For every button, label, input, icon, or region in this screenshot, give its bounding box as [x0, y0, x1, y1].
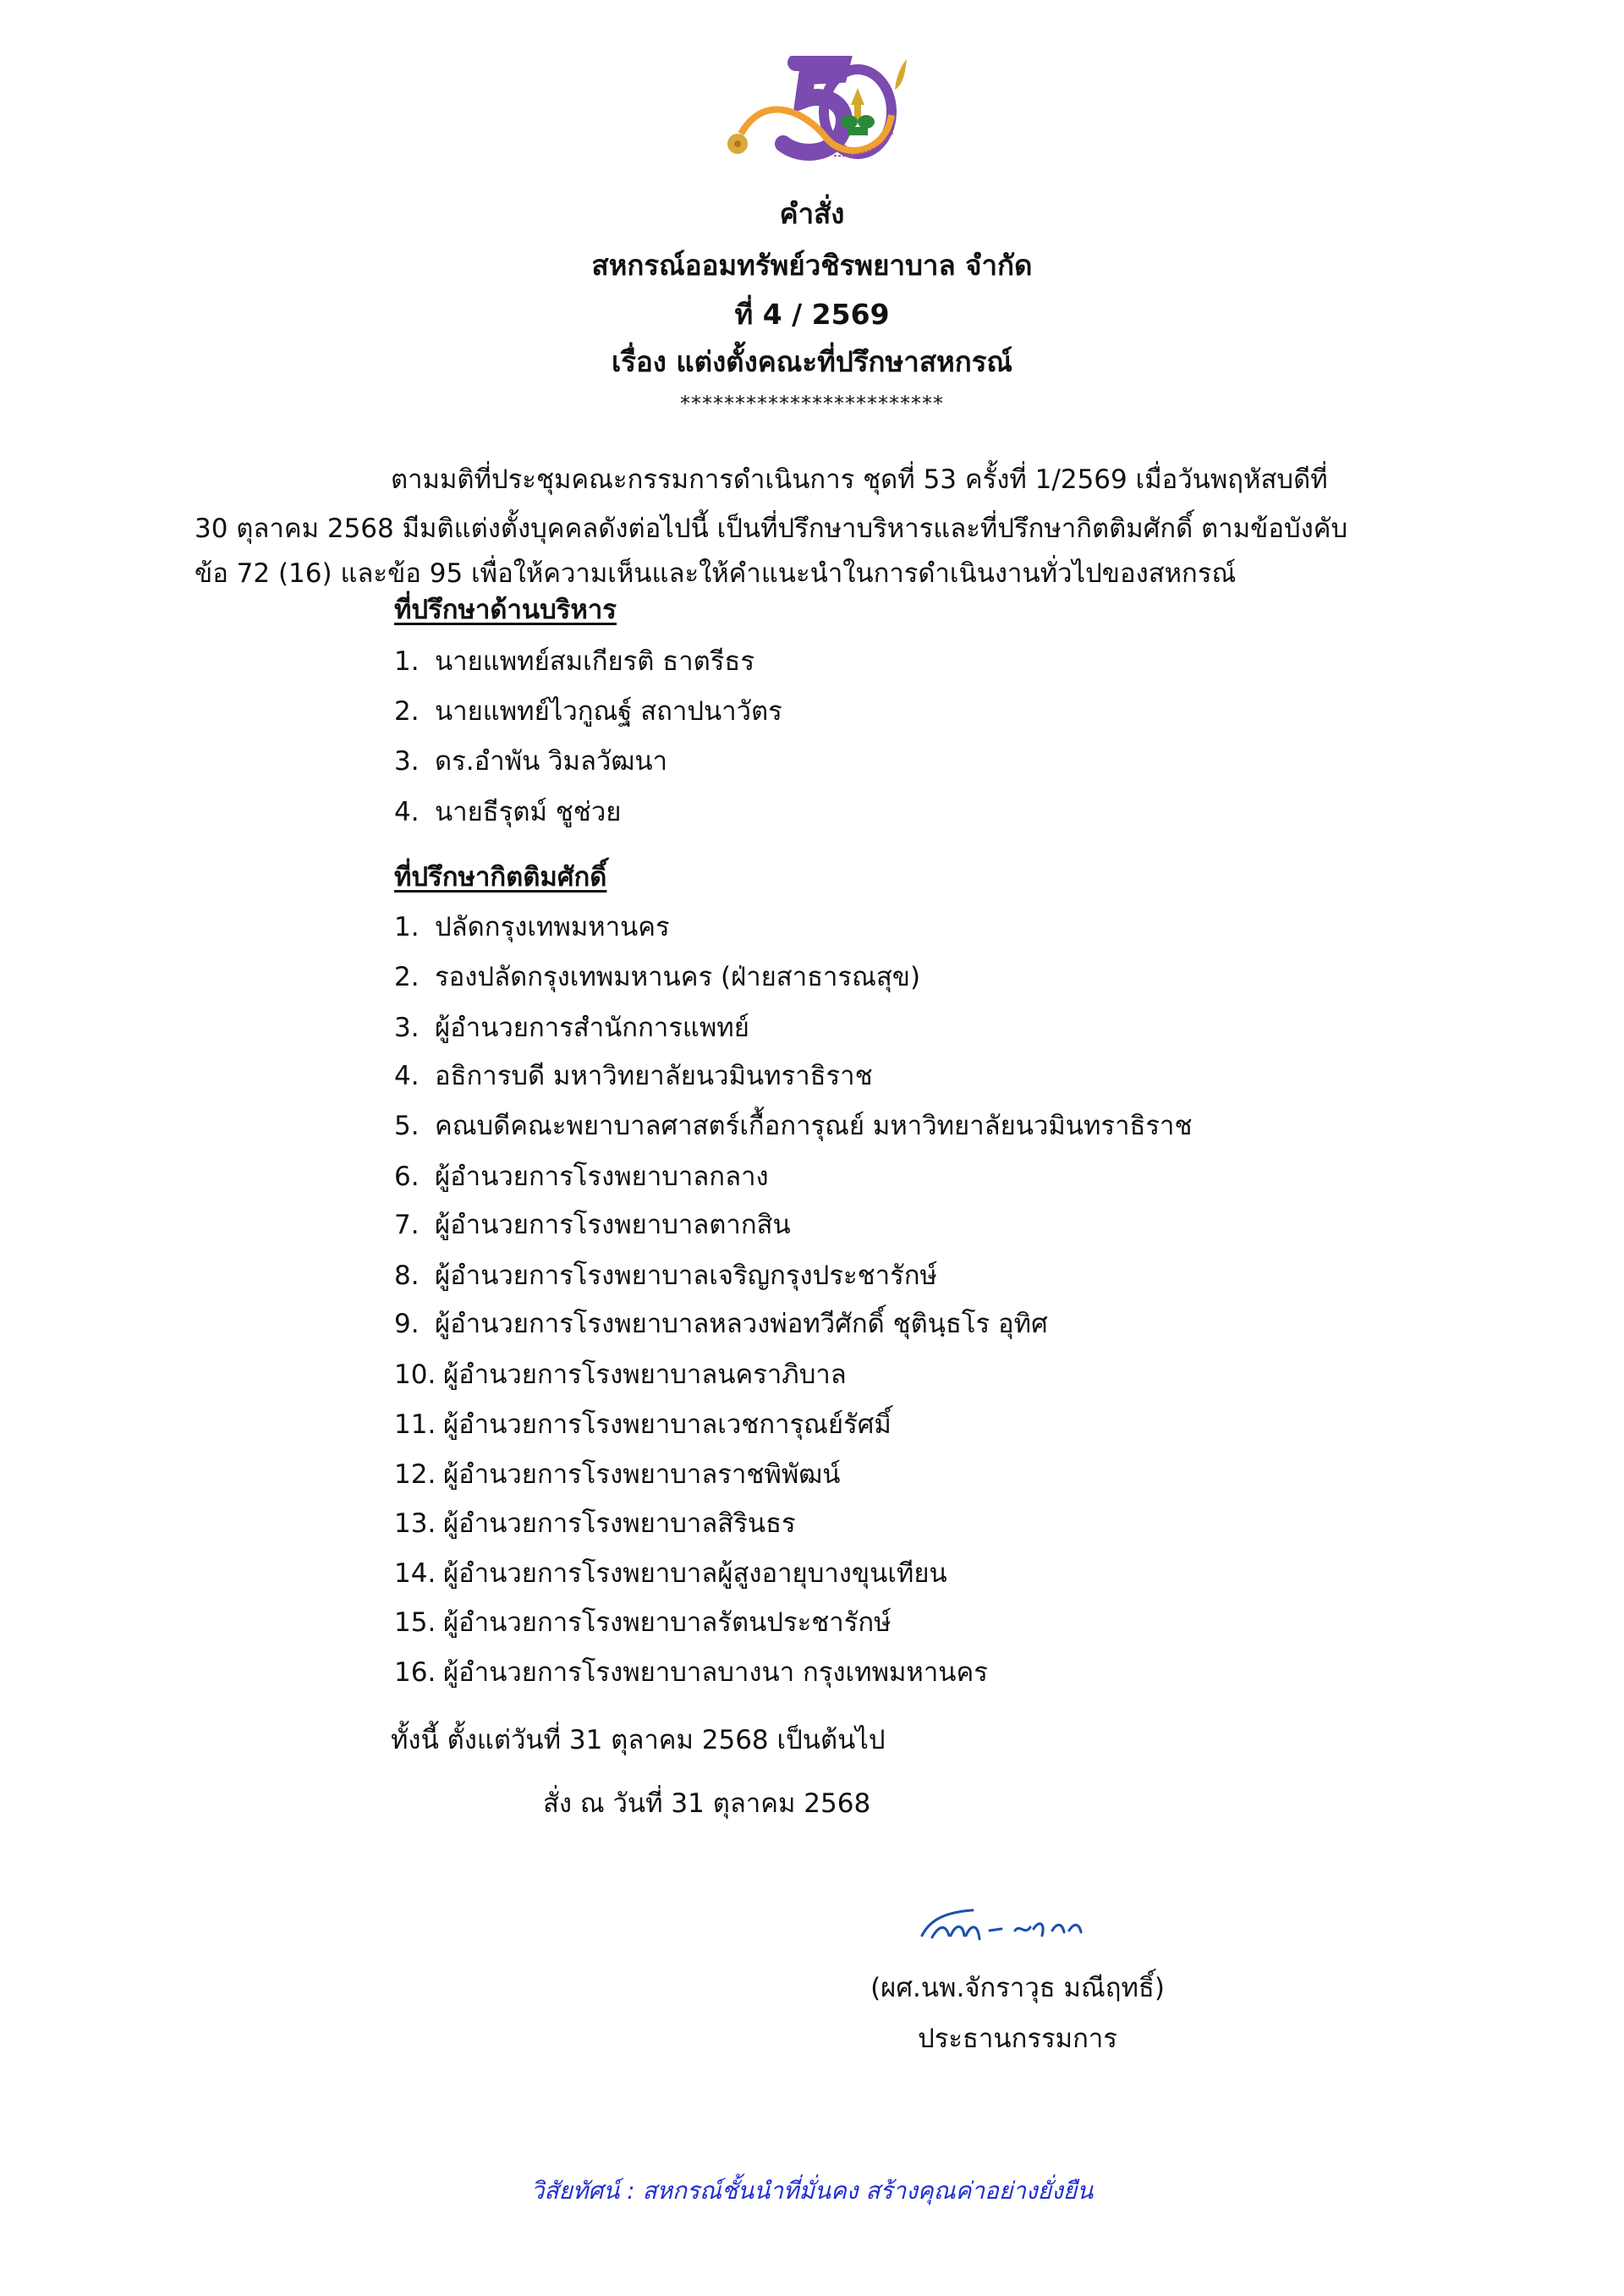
paragraph-line-2: 30 ตุลาคม 2568 มีมติแต่งตั้งบุคคลดังต่อไปนี้ เป็นที่ปรึกษาบริหารและที่ปรึกษากิตติมศักดิ์ ตามข้อบังคับ	[195, 514, 1348, 544]
section-heading-admin-advisors: ที่ปรึกษาด้านบริหาร	[394, 595, 617, 625]
item-number: 5.	[394, 1111, 420, 1141]
list-item	[394, 1208, 791, 1242]
item-number: 14.	[394, 1558, 436, 1589]
item-text: ผู้อำนวยการโรงพยาบาลหลวงพ่อทวีศักดิ์ ชุตินฺธโร อุทิศ	[435, 1309, 1048, 1339]
item-number: 15.	[394, 1607, 436, 1638]
item-number: 1.	[394, 912, 420, 942]
list-item	[394, 1307, 1048, 1341]
signatory-position: ประธานกรรมการ	[918, 2024, 1117, 2054]
item-text: ผู้อำนวยการโรงพยาบาลผู้สูงอายุบางขุนเทียน	[443, 1558, 947, 1589]
effective-date-statement: ทั้งนี้ ตั้งแต่วันที่ 31 ตุลาคม 2568 เป็นต้นไป	[391, 1725, 886, 1755]
organization-name: สหกรณ์ออมทรัพย์วชิรพยาบาล จำกัด	[591, 249, 1033, 282]
list-item	[394, 1109, 1193, 1143]
list-item	[394, 1059, 873, 1093]
vision-motto: วิสัยทัศน์ : สหกรณ์ชั้นนำที่มั่นคง สร้างคุณค่าอย่างยั่งยืน	[530, 2177, 1094, 2205]
item-text: นายแพทย์ไวกูณฐ์ สถาปนาวัตร	[435, 696, 782, 727]
document-type: คำสั่ง	[779, 197, 845, 230]
cooperative-logo	[716, 56, 907, 164]
item-text: ผู้อำนวยการโรงพยาบาลบางนา กรุงเทพมหานคร	[443, 1657, 988, 1688]
item-text: ผู้อำนวยการสำนักการแพทย์	[435, 1013, 749, 1043]
item-text: นายแพทย์สมเกียรติ ธาตรีธร	[435, 646, 754, 677]
item-number: 1.	[394, 646, 420, 677]
signature	[914, 1902, 1108, 1953]
item-number: 3.	[394, 1013, 420, 1043]
item-number: 13.	[394, 1508, 436, 1539]
list-item	[394, 910, 670, 944]
title-separator: ************************	[680, 392, 944, 415]
item-text: รองปลัดกรุงเทพมหานคร (ฝ่ายสาธารณสุข)	[435, 962, 921, 992]
item-number: 12.	[394, 1459, 436, 1490]
signatory-name: (ผศ.นพ.จักราวุธ มณีฤทธิ์)	[870, 1973, 1165, 2003]
item-number: 6.	[394, 1162, 420, 1192]
list-item	[394, 1606, 892, 1640]
item-text: ผู้อำนวยการโรงพยาบาลราชพิพัฒน์	[443, 1459, 841, 1490]
item-text: ผู้อำนวยการโรงพยาบาลกลาง	[435, 1162, 769, 1192]
handwritten-signature-icon	[914, 1902, 1108, 1953]
list-item	[394, 744, 667, 778]
item-text: ดร.อำพัน วิมลวัฒนา	[435, 746, 667, 777]
item-number: 3.	[394, 746, 420, 777]
paragraph-line-3: ข้อ 72 (16) และข้อ 95 เพื่อให้ความเห็นและให้คำแนะนำในการดำเนินงานทั่วไปของสหกรณ์	[195, 558, 1237, 589]
item-text: ผู้อำนวยการโรงพยาบาลตากสิน	[435, 1210, 791, 1240]
list-item	[394, 695, 782, 728]
item-text: ปลัดกรุงเทพมหานคร	[435, 912, 670, 942]
item-text: ผู้อำนวยการโรงพยาบาลรัตนประชารักษ์	[443, 1607, 892, 1638]
item-text: นายธีรุตม์ ชูช่วย	[435, 797, 622, 827]
item-number: 8.	[394, 1261, 420, 1291]
item-number: 4.	[394, 1061, 420, 1091]
list-item	[394, 1458, 840, 1491]
item-number: 2.	[394, 696, 420, 727]
list-item	[394, 1011, 749, 1045]
order-subject: เรื่อง แต่งตั้งคณะที่ปรึกษาสหกรณ์	[611, 345, 1013, 378]
list-item	[394, 1160, 769, 1194]
item-number: 2.	[394, 962, 420, 992]
list-item	[394, 1557, 947, 1590]
item-text: ผู้อำนวยการโรงพยาบาลสิรินธร	[443, 1508, 796, 1539]
item-number: 16.	[394, 1657, 436, 1688]
item-number: 9.	[394, 1309, 420, 1339]
list-item	[394, 1358, 847, 1392]
item-text: อธิการบดี มหาวิทยาลัยนวมินทราธิราช	[435, 1061, 873, 1091]
list-item	[394, 1656, 988, 1689]
list-item	[394, 960, 920, 994]
item-number: 10.	[394, 1359, 436, 1390]
section-heading-honorary-advisors: ที่ปรึกษากิตติมศักดิ์	[394, 862, 607, 893]
item-number: 4.	[394, 797, 420, 827]
list-item	[394, 1408, 892, 1442]
item-text: ผู้อำนวยการโรงพยาบาลนคราภิบาล	[443, 1359, 847, 1390]
item-number: 11.	[394, 1409, 436, 1440]
item-text: คณบดีคณะพยาบาลศาสตร์เกื้อการุณย์ มหาวิทยาลัยนวมินทราธิราช	[435, 1111, 1193, 1141]
order-date: สั่ง ณ วันที่ 31 ตุลาคม 2568	[543, 1788, 871, 1819]
list-item	[394, 1507, 796, 1541]
list-item	[394, 795, 621, 829]
item-text: ผู้อำนวยการโรงพยาบาลเจริญกรุงประชารักษ์	[435, 1261, 937, 1291]
order-number: ที่ 4 / 2569	[734, 298, 890, 331]
cooperative-50th-anniversary-logo-icon	[716, 56, 907, 164]
paragraph-line-1: ตามมติที่ประชุมคณะกรรมการดำเนินการ ชุดที่ 53 ครั้งที่ 1/2569 เมื่อวันพฤหัสบดีที่	[391, 464, 1328, 495]
list-item	[394, 645, 754, 678]
list-item	[394, 1259, 937, 1293]
item-text: ผู้อำนวยการโรงพยาบาลเวชการุณย์รัศมิ์	[443, 1409, 892, 1440]
item-number: 7.	[394, 1210, 420, 1240]
